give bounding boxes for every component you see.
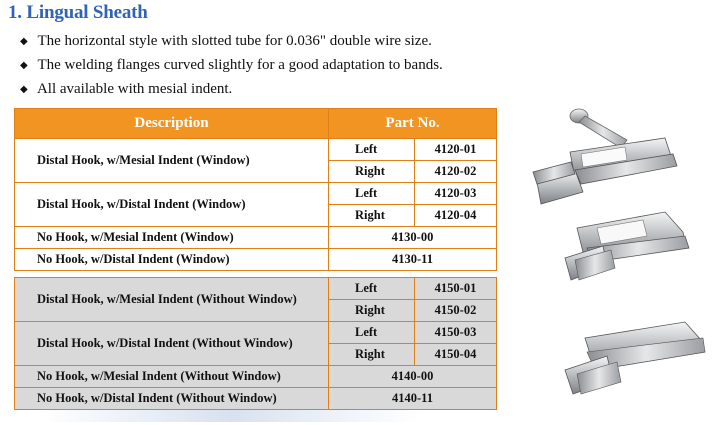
side-cell: Left [329,183,415,205]
side-cell: Left [329,139,415,161]
table-row [15,278,497,300]
parts-table [14,108,497,410]
part-number-cell: 4120-04 [415,205,497,227]
description-cell: Distal Hook, w/Distal Indent (Window) [15,183,329,227]
diamond-bullet-icon: ◆ [20,36,28,47]
feature-item: ◆ All available with mesial indent. [20,79,443,103]
description-header: Description [15,109,329,139]
table-row [15,249,497,271]
diamond-bullet-icon: ◆ [20,84,28,95]
table-row [15,227,497,249]
table-row [15,322,497,344]
side-cell: Left [329,278,415,300]
table-row [15,388,497,410]
part-number-cell: 4140-11 [329,388,497,410]
part-no-header: Part No. [329,109,497,139]
part-number-cell: 4130-11 [329,249,497,271]
side-cell: Right [329,344,415,366]
table-row [15,183,497,205]
sheath-with-hook-image [533,109,677,204]
sheath-window-image [565,212,689,280]
part-number-cell: 4150-02 [415,300,497,322]
without-window-group [15,278,497,410]
side-cell: Right [329,205,415,227]
table-row [15,366,497,388]
group-spacer [15,271,497,278]
sheath-illustrations [515,100,710,420]
description-cell: Distal Hook, w/Mesial Indent (Without Window) [15,278,329,322]
part-number-cell: 4130-00 [329,227,497,249]
page-title: 1. Lingual Sheath [8,2,148,23]
side-cell: Left [329,322,415,344]
part-number-cell: 4150-01 [415,278,497,300]
description-cell: Distal Hook, w/Mesial Indent (Window) [15,139,329,183]
feature-item: ◆ The welding flanges curved slightly for a good adaptation to bands. [20,55,443,79]
sheath-without-window-image [565,322,705,394]
side-cell: Right [329,161,415,183]
diamond-bullet-icon: ◆ [20,60,28,71]
decorative-fade [40,410,420,422]
part-number-cell: 4120-02 [415,161,497,183]
part-number-cell: 4120-01 [415,139,497,161]
feature-list [20,31,443,103]
table-header-row [15,109,497,139]
window-group [15,139,497,271]
description-cell: No Hook, w/Mesial Indent (Window) [15,227,329,249]
part-number-cell: 4140-00 [329,366,497,388]
description-cell: No Hook, w/Distal Indent (Without Window) [15,388,329,410]
part-number-cell: 4150-04 [415,344,497,366]
side-cell: Right [329,300,415,322]
feature-item: ◆ The horizontal style with slotted tube for 0.036" double wire size. [20,31,443,55]
table-row [15,139,497,161]
spacer-row [15,271,497,278]
description-cell: No Hook, w/Distal Indent (Window) [15,249,329,271]
product-images [515,100,710,420]
part-number-cell: 4150-03 [415,322,497,344]
description-cell: Distal Hook, w/Distal Indent (Without Window) [15,322,329,366]
part-number-cell: 4120-03 [415,183,497,205]
description-cell: No Hook, w/Mesial Indent (Without Window) [15,366,329,388]
